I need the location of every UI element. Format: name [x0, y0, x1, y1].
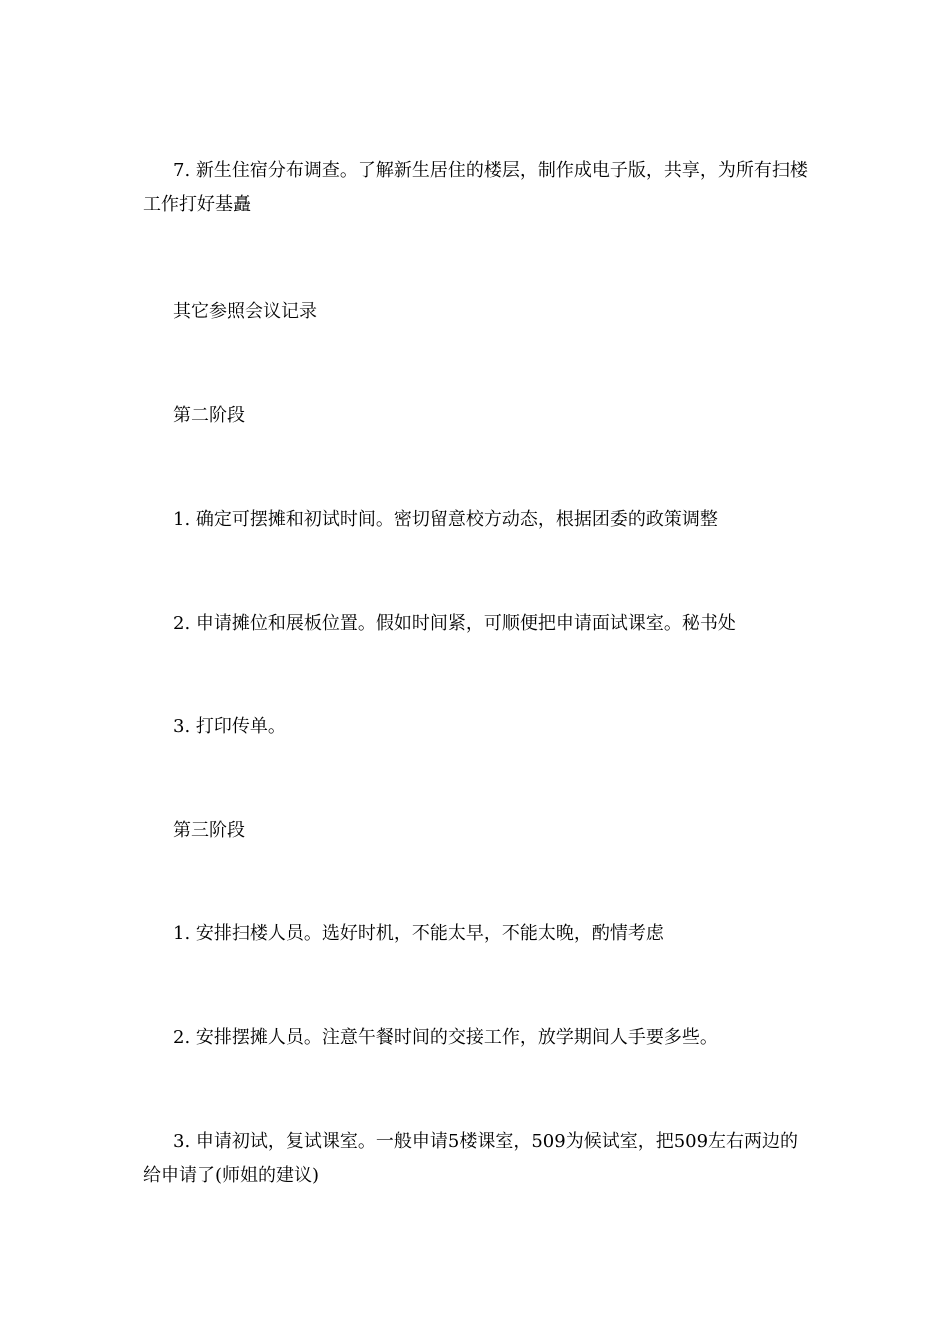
section-heading-stage-2: 第二阶段 — [173, 405, 245, 426]
paragraph-stage3-item-1: 1. 安排扫楼人员。选好时机，不能太早，不能太晚，酌情考虑 — [173, 923, 664, 944]
paragraph-stage2-item-3: 3. 打印传单。 — [173, 716, 286, 737]
paragraph-item-7: 7. 新生住宿分布调查。了解新生居住的楼层，制作成电子版，共享，为所有扫楼工作打好基矗 — [143, 160, 808, 215]
paragraph-stage2-item-1: 1. 确定可摆摊和初试时间。密切留意校方动态，根据团委的政策调整 — [173, 509, 718, 530]
section-heading-stage-3: 第三阶段 — [173, 820, 245, 841]
paragraph-note: 其它参照会议记录 — [173, 301, 317, 322]
paragraph-stage3-item-2: 2. 安排摆摊人员。注意午餐时间的交接工作，放学期间人手要多些。 — [173, 1027, 718, 1048]
paragraph-stage3-item-3: 3. 申请初试，复试课室。一般申请5楼课室，509为候试室，把509左右两边的给申请了(师姐的建议) — [143, 1131, 799, 1186]
paragraph-stage2-item-2: 2. 申请摊位和展板位置。假如时间紧，可顺便把申请面试课室。秘书处 — [173, 613, 736, 634]
